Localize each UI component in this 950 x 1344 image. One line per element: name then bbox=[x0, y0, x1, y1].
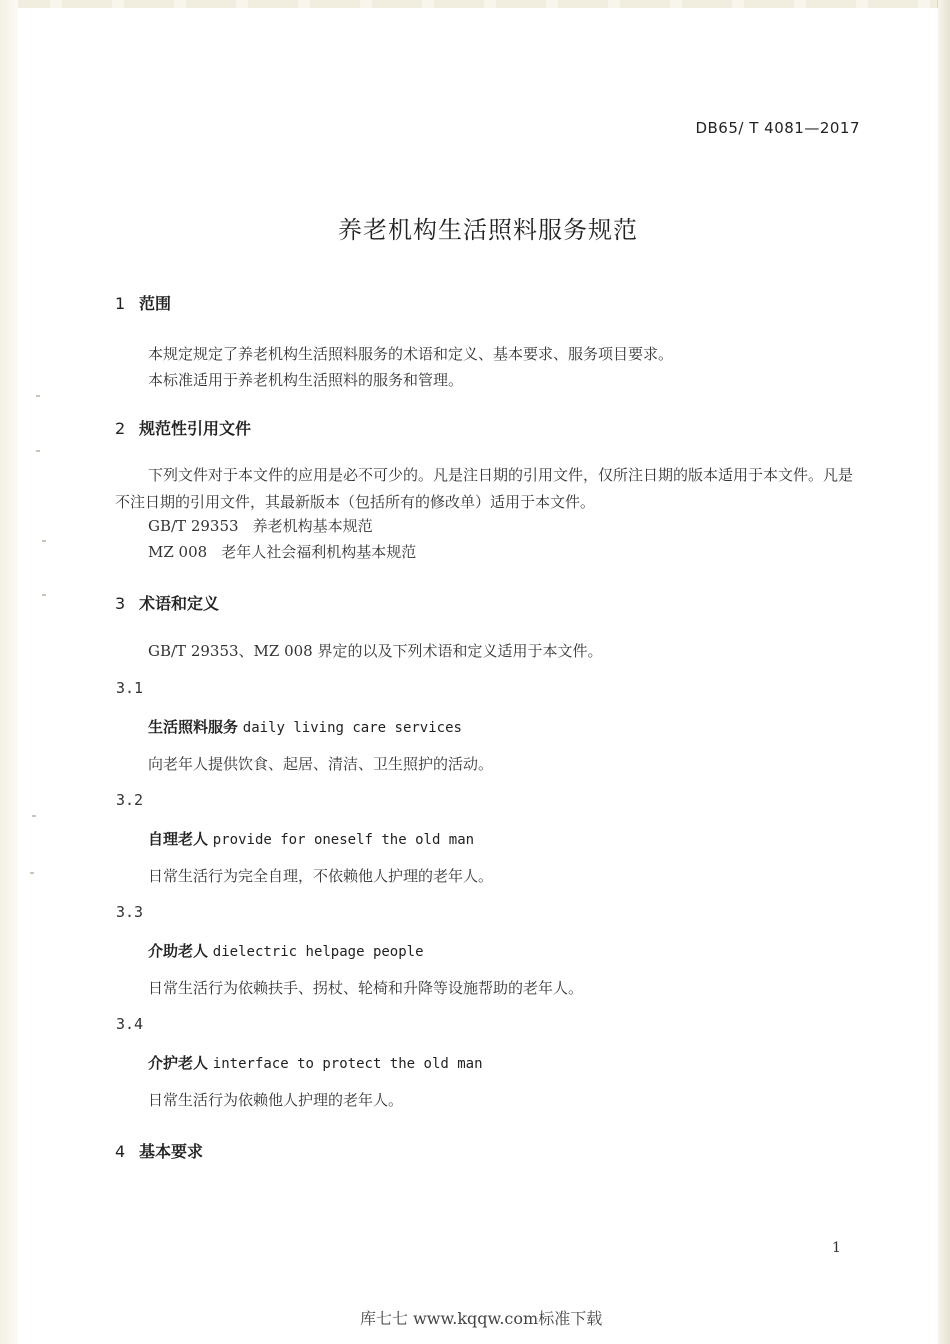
footer-watermark: 库七七 www.kqqw.com标准下载 bbox=[360, 1309, 603, 1328]
term-number: 3.1 bbox=[116, 679, 144, 697]
term-number: 3.2 bbox=[116, 791, 144, 809]
section-number: 3 bbox=[115, 594, 126, 613]
term-number: 3.3 bbox=[116, 903, 144, 921]
paragraph: GB/T 29353、MZ 008 界定的以及下列术语和定义适用于本文件。 bbox=[148, 642, 603, 660]
reference-code: GB/T 29353 bbox=[148, 517, 239, 535]
section-title: 规范性引用文件 bbox=[139, 419, 252, 438]
term-definition: 向老年人提供饮食、起居、清洁、卫生照护的活动。 bbox=[148, 755, 494, 773]
term-zh: 生活照料服务 bbox=[148, 718, 239, 736]
section-heading-3 bbox=[115, 591, 219, 614]
paragraph: 本规定规定了养老机构生活照料服务的术语和定义、基本要求、服务项目要求。 bbox=[148, 345, 674, 363]
reference-title: 养老机构基本规范 bbox=[252, 517, 373, 535]
section-number: 2 bbox=[115, 419, 126, 438]
section-title: 范围 bbox=[139, 294, 172, 313]
term-en: dielectric helpage people bbox=[212, 944, 424, 960]
term-number: 3.4 bbox=[116, 1015, 144, 1033]
term-en: daily living care services bbox=[242, 720, 462, 736]
reference-code: MZ 008 bbox=[148, 543, 208, 561]
document-title: 养老机构生活照料服务规范 bbox=[338, 216, 638, 244]
scan-speck bbox=[42, 540, 46, 542]
section-number: 1 bbox=[115, 294, 126, 313]
term-zh: 介护老人 bbox=[148, 1054, 209, 1072]
paragraph: 下列文件对于本文件的应用是必不可少的。凡是注日期的引用文件，仅所注日期的版本适用于本文件。凡是不注日期的引用文件，其最新版本（包括所有的修改单）适用于本文件。 bbox=[115, 466, 854, 511]
reference-title: 老年人社会福利机构基本规范 bbox=[221, 543, 417, 561]
section-heading-2 bbox=[115, 416, 251, 439]
term-zh: 自理老人 bbox=[148, 830, 209, 848]
section-number: 4 bbox=[115, 1142, 126, 1161]
reference-item bbox=[148, 541, 416, 562]
section-title: 术语和定义 bbox=[139, 594, 220, 613]
scan-border-top bbox=[0, 0, 950, 8]
term-entry bbox=[148, 828, 474, 849]
section-heading-4 bbox=[115, 1139, 203, 1162]
scan-speck bbox=[30, 872, 34, 874]
scan-speck bbox=[36, 395, 40, 397]
term-en: provide for oneself the old man bbox=[212, 832, 475, 848]
term-entry bbox=[148, 1052, 483, 1073]
section-title: 基本要求 bbox=[139, 1142, 204, 1161]
scan-border-left bbox=[0, 0, 18, 1344]
term-entry bbox=[148, 716, 462, 737]
scan-speck bbox=[42, 594, 46, 596]
term-definition: 日常生活行为依赖扶手、拐杖、轮椅和升降等设施帮助的老年人。 bbox=[148, 979, 584, 997]
reference-item bbox=[148, 515, 373, 536]
term-en: interface to protect the old man bbox=[212, 1056, 483, 1072]
scan-speck bbox=[32, 815, 36, 817]
term-definition: 日常生活行为依赖他人护理的老年人。 bbox=[148, 1091, 404, 1109]
scan-border-right bbox=[937, 0, 950, 1344]
term-definition: 日常生活行为完全自理，不依赖他人护理的老年人。 bbox=[148, 867, 494, 885]
page-number: 1 bbox=[832, 1240, 841, 1256]
section-heading-1 bbox=[115, 291, 171, 314]
document-code: DB65/ T 4081—2017 bbox=[695, 119, 860, 137]
paragraph: 本标准适用于养老机构生活照料的服务和管理。 bbox=[148, 371, 464, 389]
scan-speck bbox=[36, 450, 40, 452]
term-zh: 介助老人 bbox=[148, 942, 209, 960]
term-entry bbox=[148, 940, 424, 961]
